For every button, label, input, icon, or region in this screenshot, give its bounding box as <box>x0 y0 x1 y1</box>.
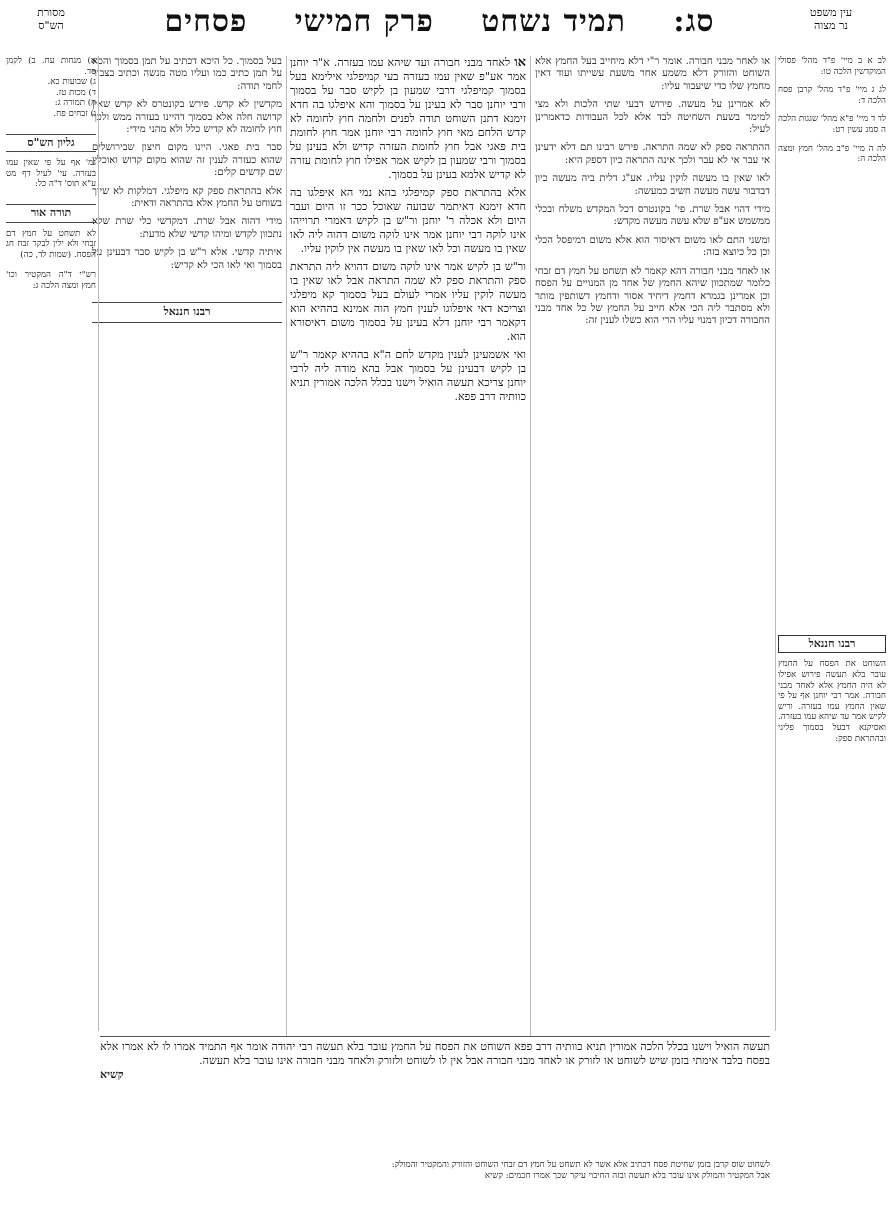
ein-mishpat-entry: לג ג מיי' פ"ד מהל' קרבן פסח הלכה ד: <box>778 85 886 106</box>
rabbeinu-chananel-text: השוחט את הפסח על החמץ עובר בלא תעשה פירוש אפילו לא היה החמץ אלא לאחד מבני חבורה. אמר רבי יוחנן אף על פי שאין החמץ עמו בעזרה. וריש לקיש אמר עד שיהא עמו בעזרה. ואסיקנא דבעל בסמוך פליגי ובהתראת ספק: <box>778 659 886 744</box>
rashi-extra: או לאחד מבני חבורה דהא קאמר לא תשחט על חמץ דם זבחי כלומר שמתכוון שיהא החמץ של אחד מן המנויים על הפסח וכן אמרינן בגמרא דחמץ דיחיד אסור ודחמץ דשותפין מותר ולא מסתבר ליה הכי אלא חייב על החמץ של כל אחד מבני החבורה דכיון דמנוי עליו הרי הוא כשלו לענין זה: <box>535 265 770 327</box>
rashi-note: רש"י ד"ה המקטיר וכו' חמץ ומצה הלכה ג: <box>6 270 96 291</box>
rashi-paragraph: או לאחר מבני חבורה. אומר ר"י דלא מיחייב בעל החמץ אלא השוחט והזורק דלא משמע אחר משעת עשייתו ועוד דאין מחמץ שלו כדי שיעבור עליו: <box>535 56 770 92</box>
mesoret-entry: ו) זבחים פח. <box>53 108 96 119</box>
page-header <box>0 4 894 54</box>
gemara-bottom-paragraph: תעשה הואיל וישנו בכלל הלכה אמורין תניא כוותיה דרב פפא השוחט את הפסח על החמץ עובר בלא תעשה רבי יהודה אומר אף התמיד אמרו לו לא אמרו אלא בפסח בלבד אימתי בזמן שיש לשוחט או לזורק או לאחד מבני חבורה אבל אין לו לשוחט ולזורק ולאחד מבני חבורה אינו עובר בלא תעשה. <box>100 1040 770 1067</box>
page-footer <box>6 1160 770 1205</box>
tosafot-paragraph: סבר בית פאגי. היינו מקום חיצון שבירושלים שהוא כעזרה לענין זה שהוא מקום קדוש ואוכלין שם קדשים קלים: <box>92 142 282 179</box>
mesoret-column <box>6 56 96 292</box>
mesoret-entry: א) מנחות עח. ב) לקמן סד. <box>6 56 96 77</box>
ein-mishpat-entry: לב א ב מיי' פ"ד מהל' פסולי המוקדשין הלכה טו: <box>778 56 886 77</box>
tosafot-paragraph: אלא בהתראת ספק קא מיפלגי. דמלקות לא שייך בשוחט על החמץ אלא בהתראה ודאית: <box>92 185 282 210</box>
mesoret-entry: ה) תמורה ג: <box>54 98 96 109</box>
gemara-paragraph: ואי אשמעינן לענין מקדש לחם ה"א בההיא קאמר ר"ש בן לקיש דבעינן על בסמוך אבל בהא מודה ליה לרבי יוחנן צריכא תעשה הואיל וישנו בכלל הלכה אמורין תניא כוותיה דרב פפא. <box>290 348 526 403</box>
rashi-paragraph: לאו שאין בו מעשה לוקין עליו. אע"ג דלית ביה מעשה כיון דבדבור עשה מעשה חשיב כמעשה: <box>535 173 770 197</box>
rashi-commentary <box>535 56 770 1121</box>
rabbeinu-chananel-heading: רבנו חננאל <box>778 635 886 654</box>
ein-mishpat-title: עין משפט נר מצוה <box>809 6 853 32</box>
gemara-paragraph: לאחד מבני חבורה ועד שיהא עמו בעזרה. א"ר יוחנן אמר אע"פ שאין עמו בעזרה בעי קמיפלגי אילימא בעל בסמוך קמיפלגי דרבי שמעון בן לקיש סבר על בסמוך ורבי יוחנן סבר לא בעינן על בסמוך והא איפלגו בה חדא זימנא דתנן השוחט תודה לפנים ולחמה חוץ לחומה לא קדש הלחם מאי חוץ לחומה רבי יוחנן אמר חוץ לחומת בית פאגי אבל חוץ לחומת העזרה קדיש ולא בעינן על בסמוך ורבי שמעון בן לקיש אמר אפילו חוץ לחומת עזרה לא קדיש אלמא בעינן על בסמוך. <box>290 56 526 181</box>
torah-or-heading: תורה אור <box>6 204 96 223</box>
rashi-paragraph: ההתראה ספק לא שמה התראה. פירש רבינו תם דלא ידעינן אי עבר אי לא עבר ולכך אינה התראה כיון דספק היא: <box>535 142 770 166</box>
page-running-title <box>110 4 769 39</box>
tosafot-paragraph: בעל בסמוך. כל היכא דכתיב על תמן בסמוך והכא על תמן כתיב כמו ועליו מטה מנשה וכתיב בצבור לחמי תודה: <box>92 56 282 92</box>
chapter-name: פרק חמישי <box>294 4 434 39</box>
mesoret-entry: ד) מכות טז. <box>55 87 96 98</box>
tosafot-paragraph: איתיה קדשי. אלא ר"ש בן לקיש סבר דבעינן על בסמוך ואי לאו הכי לא קדיש: <box>92 247 282 271</box>
ein-mishpat-column <box>778 56 886 1039</box>
ein-mishpat-entry: לד ד מיי' פ"א מהל' שגגות הלכה ה סמג עשין רט: <box>778 114 886 135</box>
tosafot-paragraph: מידי דהוה אבל שרת. דמקדשי כלי שרת שלא נתכוון לקדש ומיהו קדשי שלא מדעת: <box>92 216 282 240</box>
rashi-paragraph: ומשני התם לאו משום דאיסור הוא אלא משום דמיפסל הכלי וכן כל כיוצא בזה: <box>535 234 770 259</box>
footer-line: אבל המקטיר והמולק אינו עובר בלא תעשה ובזה החיבוי עיקר שכך אמרו חכמים: קשיא <box>484 1170 770 1181</box>
rashi-rabbeinu-heading: רבנו חננאל <box>92 302 282 322</box>
tosafot-commentary <box>92 56 282 1126</box>
gilyon-heading: גליון הש"ס <box>6 134 96 153</box>
bottom-divider <box>100 1036 770 1037</box>
tosafot-paragraph: מקדשין לא קדש. פירש בקונטרס לא קדש שאין קדושה חלה אלא בסמוך דהיינו בעזרה ממש ולכך חוץ לחומה לא קדיש כלל ולא מהני מידי: <box>92 99 282 136</box>
gilyon-text: גמ' אף על פי שאין עמו בעזרה. עי' לעיל דף מט ע"א תוס' ד"ה כל: <box>6 158 96 190</box>
tractate-name: תמיד נשחט <box>481 4 626 39</box>
page-number: סג: <box>673 4 715 39</box>
rashi-paragraph: מידי דהוי אבל שרת. פי' בקונטרס דכל המקדש משלח ובכלי ממשמש אע"פ שלא עשה מעשה מקדש: <box>535 204 770 228</box>
rashi-paragraph: לא אמרינן על מעשה. פירוש דבעי שתי הלכות ולא מצי למימר בשעת השחיטה לבד אלא לכל העבודות כדאמרינן לעיל: <box>535 99 770 136</box>
gemara-paragraph: אלא בהתראת ספק קמיפלגי בהא נמי הא איפלגו בה חדא זימנא דאיתמר שבועה שאוכל ככר זו היום ועבר היום ולא אכלה ר' יוחנן ור"ש בן לקיש דאמרי תרוייהו אינו לוקה רבי יוחנן אמר אינו לוקה משום דהוה ליה לאו שאין בו מעשה וכל לאו שאין בו מעשה אין לוקין עליו. <box>290 186 526 255</box>
footer-line: לשחוט שוס קרבן בזמן שחיטת פסח דכתיב אלא אשר לא תשחט על חמץ דם זבחי השוחט והזורק והמקטיר והמולק: <box>391 1160 770 1170</box>
mesoret-entry: ג) שבועות כא. <box>47 77 96 88</box>
book-name: פסחים <box>164 4 248 39</box>
mesoret-title: מסורת הש"ס <box>37 6 65 32</box>
ein-mishpat-entry: לה ה מיי' פ"ב מהל' חמץ ומצה הלכה ה: <box>778 143 886 165</box>
gemara-main-text <box>290 56 526 1151</box>
gemara-paragraph: ור"ש בן לקיש אמר אינו לוקה משום דהויא ליה התראת ספק והתראת ספק לא שמה התראה אבל לאו שאין בו מעשה לוקין עליו אמרי לעולם בעל בסמוך קא מיפלגי וצריכא דאי איפלוגו לענין חמץ הוה אמינא בההיא הוא דקאמר רבי יוחנן דלא בעינן על בסמוך משום דאיסורא הוא. <box>290 260 526 343</box>
catchword: קשיא <box>100 1068 124 1081</box>
torah-or-text: לא תשחט על חמץ דם זבחי ולא ילין לבקר זבח חג הפסח. (שמות לד, כה) <box>6 228 96 260</box>
gemara-opening-word: או <box>514 56 526 70</box>
